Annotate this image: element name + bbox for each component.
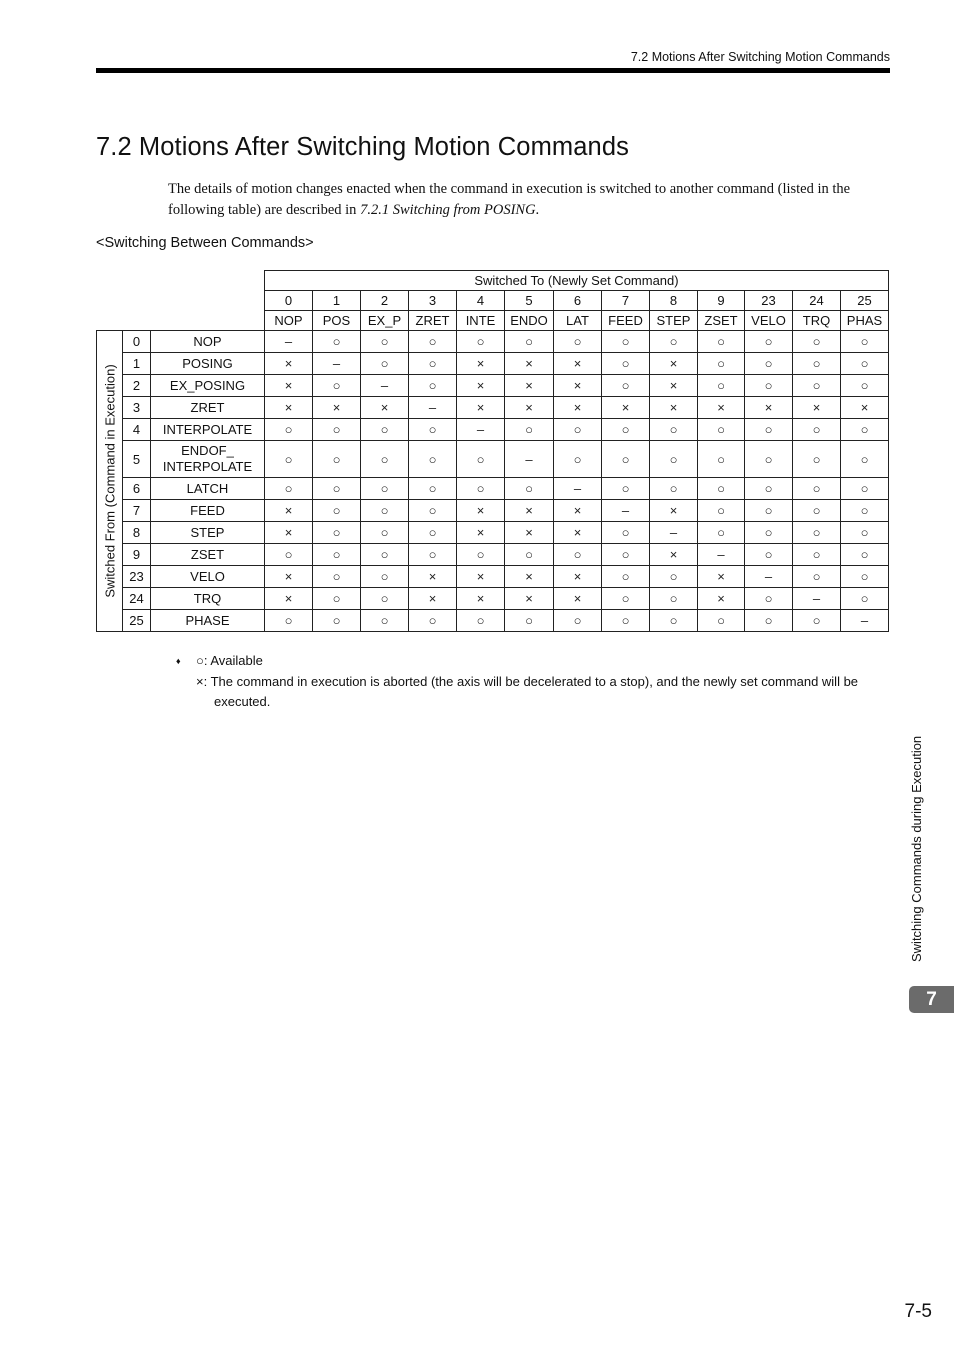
table-row: [97, 353, 889, 375]
switch-result-cell: ○: [313, 441, 361, 478]
to-column-number: 6: [554, 291, 602, 311]
switch-result-cell: ×: [793, 397, 841, 419]
switch-result-cell: ○: [505, 610, 554, 632]
switch-result-cell: ○: [650, 419, 698, 441]
to-column-number: 4: [457, 291, 505, 311]
switch-result-cell: ○: [745, 478, 793, 500]
to-column-abbr: LAT: [554, 311, 602, 331]
switch-result-cell: ○: [602, 441, 650, 478]
from-command-number: 4: [123, 419, 151, 441]
switch-result-cell: ○: [361, 478, 409, 500]
switch-result-cell: ×: [505, 500, 554, 522]
from-command-name: STEP: [151, 522, 265, 544]
to-column-number: 23: [745, 291, 793, 311]
switch-result-cell: ○: [505, 331, 554, 353]
switch-result-cell: ○: [313, 500, 361, 522]
switch-result-cell: ○: [841, 441, 889, 478]
switch-result-cell: ×: [602, 397, 650, 419]
to-column-abbr: NOP: [265, 311, 313, 331]
switch-result-cell: ○: [698, 331, 745, 353]
to-column-number: 25: [841, 291, 889, 311]
from-command-number: 0: [123, 331, 151, 353]
switch-result-cell: ×: [650, 353, 698, 375]
switch-result-cell: ○: [265, 441, 313, 478]
switch-result-cell: ○: [409, 500, 457, 522]
switch-result-cell: ×: [554, 500, 602, 522]
from-command-name: EX_POSING: [151, 375, 265, 397]
switch-result-cell: ○: [745, 353, 793, 375]
intro-text-end: .: [535, 202, 540, 218]
switch-result-cell: ×: [457, 588, 505, 610]
switch-result-cell: ○: [313, 331, 361, 353]
switch-result-cell: ×: [265, 397, 313, 419]
switch-result-cell: ×: [265, 500, 313, 522]
switch-result-cell: ×: [265, 375, 313, 397]
switch-result-cell: ○: [793, 478, 841, 500]
to-column-abbr: EX_P: [361, 311, 409, 331]
to-column-number: 2: [361, 291, 409, 311]
switch-result-cell: –: [361, 375, 409, 397]
to-column-number: 7: [602, 291, 650, 311]
switch-result-cell: ○: [505, 478, 554, 500]
switch-result-cell: ×: [698, 566, 745, 588]
switch-result-cell: ×: [505, 397, 554, 419]
table-row: [97, 544, 889, 566]
switch-result-cell: ○: [602, 522, 650, 544]
switch-result-cell: ×: [409, 588, 457, 610]
switch-result-cell: ○: [409, 478, 457, 500]
from-command-number: 3: [123, 397, 151, 419]
switch-result-cell: ○: [841, 419, 889, 441]
switch-result-cell: ○: [409, 419, 457, 441]
switch-result-cell: ×: [554, 397, 602, 419]
switch-result-cell: ○: [793, 610, 841, 632]
from-command-number: 6: [123, 478, 151, 500]
switch-result-cell: ○: [457, 478, 505, 500]
to-column-number: 5: [505, 291, 554, 311]
from-command-name: ZSET: [151, 544, 265, 566]
command-switching-table: [96, 270, 889, 632]
switch-result-cell: ○: [265, 419, 313, 441]
from-command-number: 1: [123, 353, 151, 375]
intro-reference: 7.2.1 Switching from POSING: [360, 202, 536, 218]
switch-result-cell: ×: [650, 544, 698, 566]
to-column-abbr: VELO: [745, 311, 793, 331]
switch-result-cell: ○: [698, 610, 745, 632]
switch-result-cell: –: [698, 544, 745, 566]
from-command-number: 7: [123, 500, 151, 522]
switch-result-cell: ○: [554, 331, 602, 353]
header-rule: [96, 68, 890, 73]
from-command-number: 24: [123, 588, 151, 610]
switch-result-cell: ○: [313, 375, 361, 397]
switch-result-cell: ○: [313, 610, 361, 632]
from-command-name: PHASE: [151, 610, 265, 632]
switch-result-cell: ○: [313, 478, 361, 500]
switch-result-cell: ○: [841, 331, 889, 353]
switch-result-cell: ○: [745, 610, 793, 632]
switch-result-cell: ×: [745, 397, 793, 419]
switch-result-cell: ×: [265, 353, 313, 375]
switch-result-cell: ○: [841, 522, 889, 544]
from-command-name: INTERPOLATE: [151, 419, 265, 441]
switch-result-cell: ○: [457, 441, 505, 478]
from-command-number: 9: [123, 544, 151, 566]
switch-result-cell: ×: [554, 566, 602, 588]
switch-result-cell: ○: [698, 478, 745, 500]
section-title: 7.2 Motions After Switching Motion Commands: [96, 133, 629, 161]
page-number: 7-5: [904, 1301, 932, 1322]
switch-result-cell: ○: [409, 544, 457, 566]
table-subheading: <Switching Between Commands>: [96, 235, 314, 251]
switch-result-cell: ○: [361, 544, 409, 566]
switch-result-cell: ×: [457, 566, 505, 588]
to-column-abbr: TRQ: [793, 311, 841, 331]
switch-result-cell: ×: [650, 397, 698, 419]
switch-result-cell: ○: [265, 478, 313, 500]
switch-result-cell: ○: [841, 500, 889, 522]
table-row: [97, 419, 889, 441]
from-command-name: LATCH: [151, 478, 265, 500]
switch-result-cell: ○: [745, 331, 793, 353]
table-row: [97, 331, 889, 353]
switch-result-cell: ○: [265, 544, 313, 566]
switch-result-cell: ○: [650, 478, 698, 500]
intro-text: The details of motion changes enacted when the command in execution is switched to another command (listed in the following table) are described in: [168, 181, 851, 218]
switch-result-cell: ×: [457, 500, 505, 522]
switch-result-cell: ○: [698, 375, 745, 397]
switch-result-cell: ○: [793, 441, 841, 478]
table-row: [97, 588, 889, 610]
switch-result-cell: ○: [650, 566, 698, 588]
switch-result-cell: ○: [602, 544, 650, 566]
to-column-abbr: INTE: [457, 311, 505, 331]
switch-result-cell: ○: [698, 522, 745, 544]
switch-result-cell: ×: [457, 353, 505, 375]
switch-result-cell: ×: [265, 588, 313, 610]
switch-result-cell: –: [602, 500, 650, 522]
switch-result-cell: ○: [313, 419, 361, 441]
switch-result-cell: ×: [265, 566, 313, 588]
switch-result-cell: ○: [745, 544, 793, 566]
switch-result-cell: ○: [650, 610, 698, 632]
switch-result-cell: ○: [602, 353, 650, 375]
switch-result-cell: –: [409, 397, 457, 419]
switch-result-cell: ○: [841, 478, 889, 500]
switch-result-cell: –: [793, 588, 841, 610]
from-command-number: 25: [123, 610, 151, 632]
switch-result-cell: ○: [361, 500, 409, 522]
to-column-abbr: ZSET: [698, 311, 745, 331]
switch-result-cell: ×: [505, 588, 554, 610]
switch-result-cell: ○: [745, 500, 793, 522]
from-command-number: 23: [123, 566, 151, 588]
switch-result-cell: ○: [361, 441, 409, 478]
switch-result-cell: ×: [457, 522, 505, 544]
switch-result-cell: –: [457, 419, 505, 441]
switch-result-cell: ○: [841, 353, 889, 375]
switched-to-header: Switched To (Newly Set Command): [265, 271, 889, 291]
switch-result-cell: ○: [841, 375, 889, 397]
from-command-name: FEED: [151, 500, 265, 522]
legend-available: ○: Available: [196, 653, 263, 668]
switch-result-cell: ○: [361, 588, 409, 610]
switch-result-cell: ○: [841, 566, 889, 588]
table-corner: [97, 271, 265, 291]
switch-result-cell: ○: [409, 610, 457, 632]
to-column-abbr: FEED: [602, 311, 650, 331]
legend-aborted: ×: The command in execution is aborted (the axis will be decelerated to a stop), and the newly set command will be executed.: [196, 674, 859, 709]
switch-result-cell: ○: [841, 544, 889, 566]
switch-result-cell: ○: [793, 500, 841, 522]
switch-result-cell: ○: [409, 375, 457, 397]
switch-result-cell: ○: [457, 610, 505, 632]
table-row: [97, 478, 889, 500]
table-row: [97, 500, 889, 522]
switch-result-cell: ○: [361, 331, 409, 353]
switch-result-cell: ○: [361, 353, 409, 375]
switch-result-cell: ×: [361, 397, 409, 419]
switch-result-cell: ○: [602, 419, 650, 441]
to-column-number: 1: [313, 291, 361, 311]
switch-result-cell: ×: [505, 353, 554, 375]
switch-result-cell: ○: [409, 331, 457, 353]
table-row: [97, 397, 889, 419]
switch-result-cell: ○: [698, 500, 745, 522]
from-command-name: ENDOF_ INTERPOLATE: [151, 441, 265, 478]
switch-result-cell: ×: [650, 375, 698, 397]
switch-result-cell: ○: [554, 441, 602, 478]
switch-result-cell: ○: [650, 331, 698, 353]
switch-result-cell: ×: [554, 588, 602, 610]
switch-result-cell: ○: [361, 566, 409, 588]
switch-result-cell: –: [554, 478, 602, 500]
switch-result-cell: ○: [313, 566, 361, 588]
switch-result-cell: ○: [793, 353, 841, 375]
switch-result-cell: ○: [505, 544, 554, 566]
intro-paragraph: [168, 179, 890, 221]
switch-result-cell: ×: [554, 353, 602, 375]
table-row: [97, 566, 889, 588]
switch-result-cell: ○: [505, 419, 554, 441]
table-corner: [97, 311, 265, 331]
switch-result-cell: ○: [361, 419, 409, 441]
switch-result-cell: ×: [265, 522, 313, 544]
switch-result-cell: ○: [361, 610, 409, 632]
switch-result-cell: ×: [698, 397, 745, 419]
switch-result-cell: ×: [313, 397, 361, 419]
switch-result-cell: ×: [457, 375, 505, 397]
switch-result-cell: ○: [602, 331, 650, 353]
to-column-abbr: ZRET: [409, 311, 457, 331]
table-row: [97, 375, 889, 397]
from-command-name: TRQ: [151, 588, 265, 610]
switched-from-header: [97, 331, 123, 632]
switch-result-cell: ×: [505, 566, 554, 588]
to-column-number: 0: [265, 291, 313, 311]
switch-result-cell: ○: [602, 375, 650, 397]
switch-result-cell: ×: [409, 566, 457, 588]
switch-result-cell: ○: [457, 331, 505, 353]
switch-result-cell: ○: [841, 588, 889, 610]
table-row: [97, 610, 889, 632]
to-column-number: 3: [409, 291, 457, 311]
switched-from-label: Switched From (Command in Execution): [102, 364, 117, 598]
switch-result-cell: ×: [841, 397, 889, 419]
switch-result-cell: ○: [409, 353, 457, 375]
switch-result-cell: ○: [313, 544, 361, 566]
switch-result-cell: –: [650, 522, 698, 544]
switch-result-cell: ○: [361, 522, 409, 544]
switch-result-cell: ○: [313, 522, 361, 544]
switch-result-cell: ×: [505, 375, 554, 397]
table-corner: [97, 291, 265, 311]
switch-result-cell: ○: [745, 441, 793, 478]
switch-result-cell: ○: [698, 353, 745, 375]
from-command-name: VELO: [151, 566, 265, 588]
switch-result-cell: ○: [793, 331, 841, 353]
to-column-number: 8: [650, 291, 698, 311]
from-command-number: 2: [123, 375, 151, 397]
switch-result-cell: ○: [793, 544, 841, 566]
switch-result-cell: ○: [409, 522, 457, 544]
switch-result-cell: ○: [745, 419, 793, 441]
switch-result-cell: ×: [505, 522, 554, 544]
to-column-number: 24: [793, 291, 841, 311]
switch-result-cell: ○: [650, 588, 698, 610]
to-column-abbr: ENDO: [505, 311, 554, 331]
switch-result-cell: ○: [457, 544, 505, 566]
chapter-tab: 7: [909, 986, 954, 1013]
legend-bullet-icon: ♦: [176, 656, 181, 666]
switch-result-cell: ○: [554, 544, 602, 566]
switch-result-cell: ○: [698, 419, 745, 441]
switch-result-cell: ○: [793, 522, 841, 544]
side-tab-label: Switching Commands during Execution: [909, 735, 924, 962]
switch-result-cell: ○: [265, 610, 313, 632]
to-column-abbr: POS: [313, 311, 361, 331]
switch-result-cell: –: [313, 353, 361, 375]
to-column-abbr: STEP: [650, 311, 698, 331]
to-column-abbr: PHAS: [841, 311, 889, 331]
switch-result-cell: –: [505, 441, 554, 478]
switch-result-cell: –: [265, 331, 313, 353]
from-command-name: POSING: [151, 353, 265, 375]
switch-result-cell: ○: [602, 566, 650, 588]
switch-result-cell: ×: [554, 375, 602, 397]
switch-result-cell: ○: [793, 419, 841, 441]
running-head: 7.2 Motions After Switching Motion Commands: [630, 50, 890, 64]
switch-result-cell: ○: [793, 566, 841, 588]
switch-result-cell: ○: [745, 588, 793, 610]
switch-result-cell: ×: [650, 500, 698, 522]
switch-result-cell: ○: [698, 441, 745, 478]
switch-result-cell: ○: [745, 375, 793, 397]
table-row: [97, 522, 889, 544]
switch-result-cell: ×: [457, 397, 505, 419]
from-command-number: 8: [123, 522, 151, 544]
switch-result-cell: ×: [554, 522, 602, 544]
table-row: [97, 441, 889, 478]
switch-result-cell: ○: [602, 588, 650, 610]
from-command-name: NOP: [151, 331, 265, 353]
switch-result-cell: ○: [313, 588, 361, 610]
switch-result-cell: ○: [409, 441, 457, 478]
switch-result-cell: –: [841, 610, 889, 632]
switch-result-cell: ○: [554, 419, 602, 441]
to-column-number: 9: [698, 291, 745, 311]
switch-result-cell: ○: [650, 441, 698, 478]
switch-result-cell: ○: [793, 375, 841, 397]
switch-result-cell: –: [745, 566, 793, 588]
from-command-name: ZRET: [151, 397, 265, 419]
from-command-number: 5: [123, 441, 151, 478]
switch-result-cell: ×: [698, 588, 745, 610]
switch-result-cell: ○: [745, 522, 793, 544]
switch-result-cell: ○: [554, 610, 602, 632]
switch-result-cell: ○: [602, 478, 650, 500]
switch-result-cell: ○: [602, 610, 650, 632]
